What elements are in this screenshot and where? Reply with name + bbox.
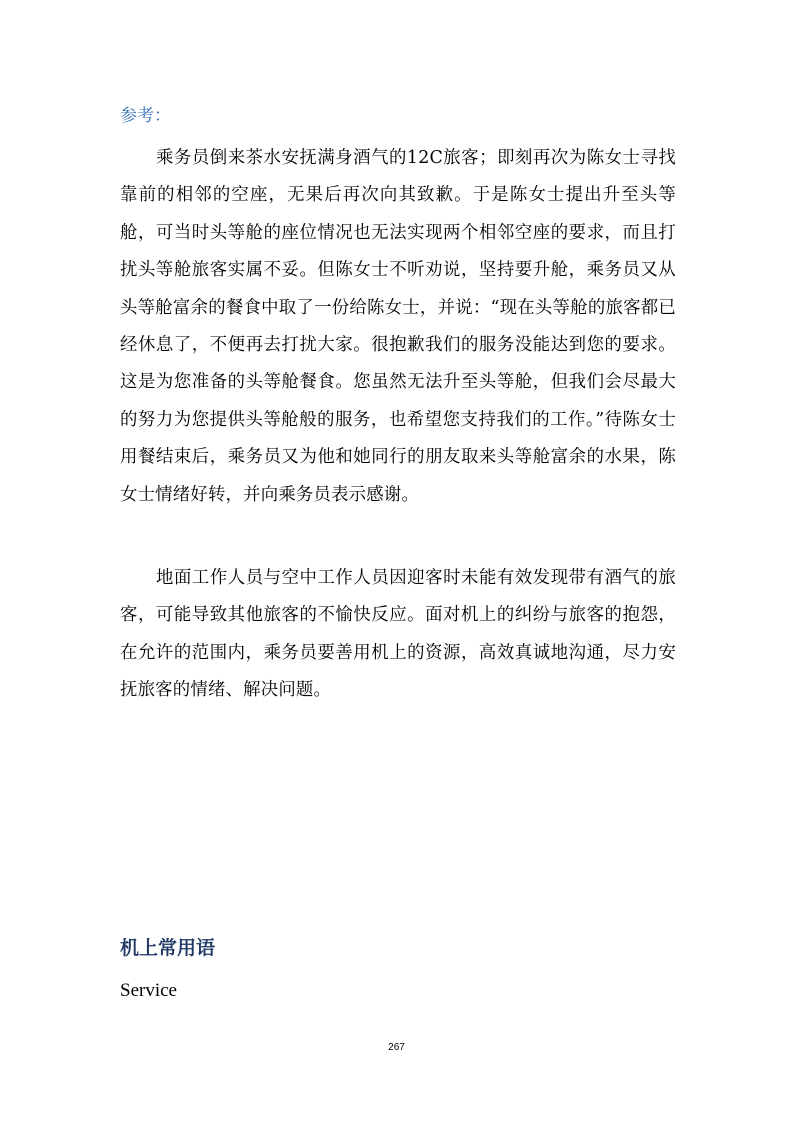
body-paragraph-1: 乘务员倒来茶水安抚满身酒气的12C旅客；即刻再次为陈女士寻找靠前的相邻的空座，无果后再次向其致歉。于是陈女士提出升至头等舱，可当时头等舱的座位情况也无法实现两个相邻空座的要求，而且打扰头等舱旅客实属不妥。但陈女士不听劝说，坚持要升舱，乘务员又从头等舱富余的餐食中取了一份给陈女士，并说：“现在头等舱的旅客都已经休息了，不便再去打扰大家。很抱歉我们的服务没能达到您的要求。这是为您准备的头等舱餐食。您虽然无法升至头等舱，但我们会尽最大的努力为您提供头等舱般的服务，也希望您支持我们的工作。”待陈女士用餐结束后，乘务员又为他和她同行的朋友取来头等舱富余的水果，陈女士情绪好转，并向乘务员表示感谢。 xyxy=(120,148,676,505)
body-paragraph-2: 地面工作人员与空中工作人员因迎客时未能有效发现带有酒气的旅客，可能导致其他旅客的不愉快反应。面对机上的纠纷与旅客的抱怨，在允许的范围内，乘务员要善用机上的资源，高效真诚地沟通，尽力安抚旅客的情绪、解决问题。 xyxy=(120,568,676,701)
reference-heading: 参考： xyxy=(120,106,171,126)
page-number: 267 xyxy=(388,1042,405,1053)
section-title: 机上常用语 xyxy=(120,937,216,959)
subheading: Service xyxy=(120,980,177,1001)
